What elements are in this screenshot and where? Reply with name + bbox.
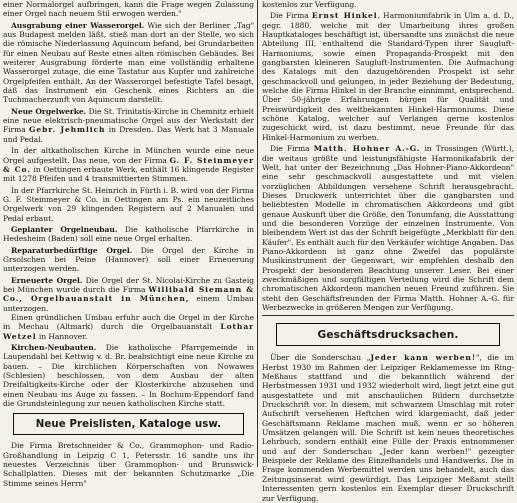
article-reparatur: Reparaturbedürftige Orgel. Die Orgel der Kirche in Grsolschen bei Peine (Hannover) soll einer Erneuerung unterzogen werden. xyxy=(3,245,254,274)
article-heading: Kirchen-Neubauten. xyxy=(11,343,97,353)
article-hohner: Die Firma Matth. Hohner A.-G. in Trossingen (Württ.), die weitaus größte und leistungsfähigste Harmonikafabrik der Welt, hat unter der Bezeichnung „Das Hohner-Piano-Akkordeon" eine sehr geschmackvoll ausgestattete und mit vielen vorzüglichen Abbildungen versehene Schrift herausgebracht. Dieses Druckwerk unterrichtet über die gangbarsten und beliebtesten Modelle in chromatischen Akkordeons und gibt genaue Auskunft über die Größe, den Tonumfang, die Ausstattung und die besonderen Vorzüge der einzelnen Instrumente. Von bleibendem Wert ist das der Schrift beigefügte „Merkblatt für den Käufer". Es enthält auch für den Verkäufer wichtige Angaben. Das Piano-Akkordeon ist ganz ohne Zweifel das populärste Musikinstrument der Gegenwart, wir empfehlen deshalb den Prospekt der besonderen Beachtung unserer Leser. Bei einer zweckmäßigen und sorgfältigen Verteilung wird die Schrift dem chromatischen Akkordeon manchen neuen Freund zuführen. Sie steht den Geschäftsfreunden der Firma Matth. Hohner A.-G. für Werbezwecke in größeren Mengen zur Verfügung. xyxy=(262,144,514,312)
article-heading: Reparaturbedürftige Orgel. xyxy=(11,245,133,255)
intro-paragraph: kostenlos zur Verfügung. xyxy=(262,0,357,9)
section-heading-geschaeftsdrucksachen: Geschäftsdrucksachen. xyxy=(276,323,500,346)
article-erneuerte: Erneuerte Orgel. Die Orgel der St. Nicolai-Kirche zu Gasteig bei München wurde durch die Firma Willibald Siemann & Co., Orgelbauanstalt in München, einem Umbau unterzogen. xyxy=(3,275,254,313)
article-heading: Erneuerte Orgel. xyxy=(11,275,83,285)
article-sonderschau: Über die Sonderschau „Jeder kann werben!", die im Herbst 1930 im Rahmen der Leipziger Reklamemesse im Ring-Meßhaus stattfand und die bekanntlich während der Herbstmessen 1931 und 1932 wiederholt wird, liegt jetzt eine gut ausgestattete und mit anschaulichen Bildern durchsetzte Druckschrift vor. In diesem, mit schwarzem Umschlag mit roter Aufschrift versehenen Heftchen wird klargemacht, daß jeder Geschäftsmann Reklame machen muß, wenn er so höheren Umsätzen gelangen will. Die Schrift ist kein neues theoretisches Lehrbuch, sondern enthält eine Fülle der Praxis entnommener und auf der Sonderschau „Jeder kann werben!" gezeigter Beispiele der Reklame des Einzelhandels und Handwerks. Die in Frage kommenden Werbemittel werden uns behandelt, auch das Zeitungsinserat wird gewürdigt. Das Leipziger Meßamt stellt Interessenten gern kostenlos ein Exemplar dieser Druckschrift zur Verfügung. xyxy=(262,353,514,503)
article-heading: Neue Orgelwerke. xyxy=(11,106,87,116)
section-heading-preislisten: Neue Preislisten, Kataloge usw. xyxy=(13,413,244,435)
article-mechau: Einen gründlichen Umbau erfuhr auch die Orgel in der Kirche in Mechau (Altmark) durch die Orgelbauanstalt Lothar Wetzel in Hannover. xyxy=(3,313,254,341)
right-column xyxy=(262,0,515,503)
article-kirchen: Kirchen-Neubauten. Die katholische Pfarrgemeinde in Laupendahl bei Kettwig v. d. Br. beabsichtigt eine neue Kirche zu bauen. – Die kirchlichen Körperschaften von Nowawes (Schlesien) beschlossen, von dem Ausbau der alten Dreifaltigkeits-Kirche oder der Klosterkirche abzusehen und einen Neubau ins Auge zu fassen. – In Bochum-Eppendorf fand die Grundsteinlegung zur neuen katholischen Kirche statt. xyxy=(3,343,254,409)
article-neue-orgelwerke: Neue Orgelwerke. Die St. Trinitatis-Kirche in Chemnitz erhielt eine neue elektrisch-pneumatische Orgel aus der Werkstatt der Firma Gebr. Jehmlich in Dresden. Das Werk hat 3 Manuale und Pedal. xyxy=(3,106,255,144)
article-bretschneider: Die Firma Bretschneider & Co., Grammophon- und Radio-Großhandlung in Leipzig C 1, Petersstr. 16 sandte uns ihr neuestes Verzeichnis über Grammophon- und Brunswick-Schallplatten. Dieses mit der bekannten Schutzmarke „Die Stimme seines Herrn" xyxy=(3,441,254,488)
article-heading: Geplanter Orgelneubau. xyxy=(11,224,118,234)
article-geplant: Geplanter Orgelneubau. Die katholische Pfarrkirche in Hedesheim (Baden) soll eine neue Orgel erhalten. xyxy=(3,224,254,244)
intro-paragraph: einer Normalorgel aufbringen, kann die Frage wegen Zulassung einer Orgel nach neuem Stil erwogen werden." xyxy=(3,0,254,19)
article-hinkel: Die Firma Ernst Hinkel, Harmoniumfabrik in Ulm a. d. D., gegr. 1880, welche mit der Umarbeitung ihres großen Hauptkataloges beschäftigt ist, übersandte uns zunächst die neue Abteilung III, enthaltend die Standard-Typen ihrer Saugluft-Harmoniums, sowie einen Propaganda-Prospekt mit den gangbarsten kleineren Saugluft-Instrumenten. Die Aufmachung des Katalogs mit den dazugehörenden Prospekt ist sehr geschmackvoll und gelungen, in jeder Beziehung der Bedeutung, welche die Firma Hinkel in der Branche einnimmt, entsprechend. Über 50-jährige Erfahrungen bürgen für Qualität und Preiswürdigkeit des weltbekannten Hinkel-Harmoniums. Diese schöne Katalog, welcher auf Verlangen gerne kostenlos zugeschickt wird, ist dazu bestimmt, neue Freunde für das Hinkel-Harmonium zu werben. xyxy=(262,11,515,142)
article-fuerth: In der Pfarrkirche St. Heinrich in Fürth i. B. wird von der Firma G. F. Steinmeyer & Co. in Oettingen am Ps. ein neuzeitliches Orgelwerk von 29 klingenden Registern auf 2 Manualen und Pedal erbaut. xyxy=(3,185,254,223)
left-column xyxy=(3,0,255,488)
section-divider xyxy=(262,315,514,316)
article-muenchen: In der altkatholischen Kirche in München wurde eine neue Orgel aufgestellt. Das neue, von der Firma G. F. Steinmeyer & Co. in Oettingen erbaute Werk, enthält 16 klingende Register mit 1278 Pfeifen und 4 transmittierten Stimmen. xyxy=(3,146,254,184)
column-divider xyxy=(257,0,258,467)
article-heading: Ausgrabung einer Wasserorgel. xyxy=(11,20,145,30)
article-wasserorgel: Ausgrabung einer Wasserorgel. Wie sich der Berliner „Tag" aus Budapest melden läßt, stieß man dort an der Stelle, wo sich die römische Niederlassung Aquincum befand, bei Grundarbeiten für einen Neubau auf Reste eines alten römischen Gebäudes. Bei weiterer Ausgrabung förderte man eine vollständig erhaltene Wasserorgel zutage, die eine Tastatur aus Kupfer und zahlreiche Orgelpfeifen enthält. An der Wasserorgel befestigte Tafel besagt, daß das Instrument ein Geschenk eines Richters an die Tuchmacherzunft von Aquincum darstellt. xyxy=(3,20,254,105)
